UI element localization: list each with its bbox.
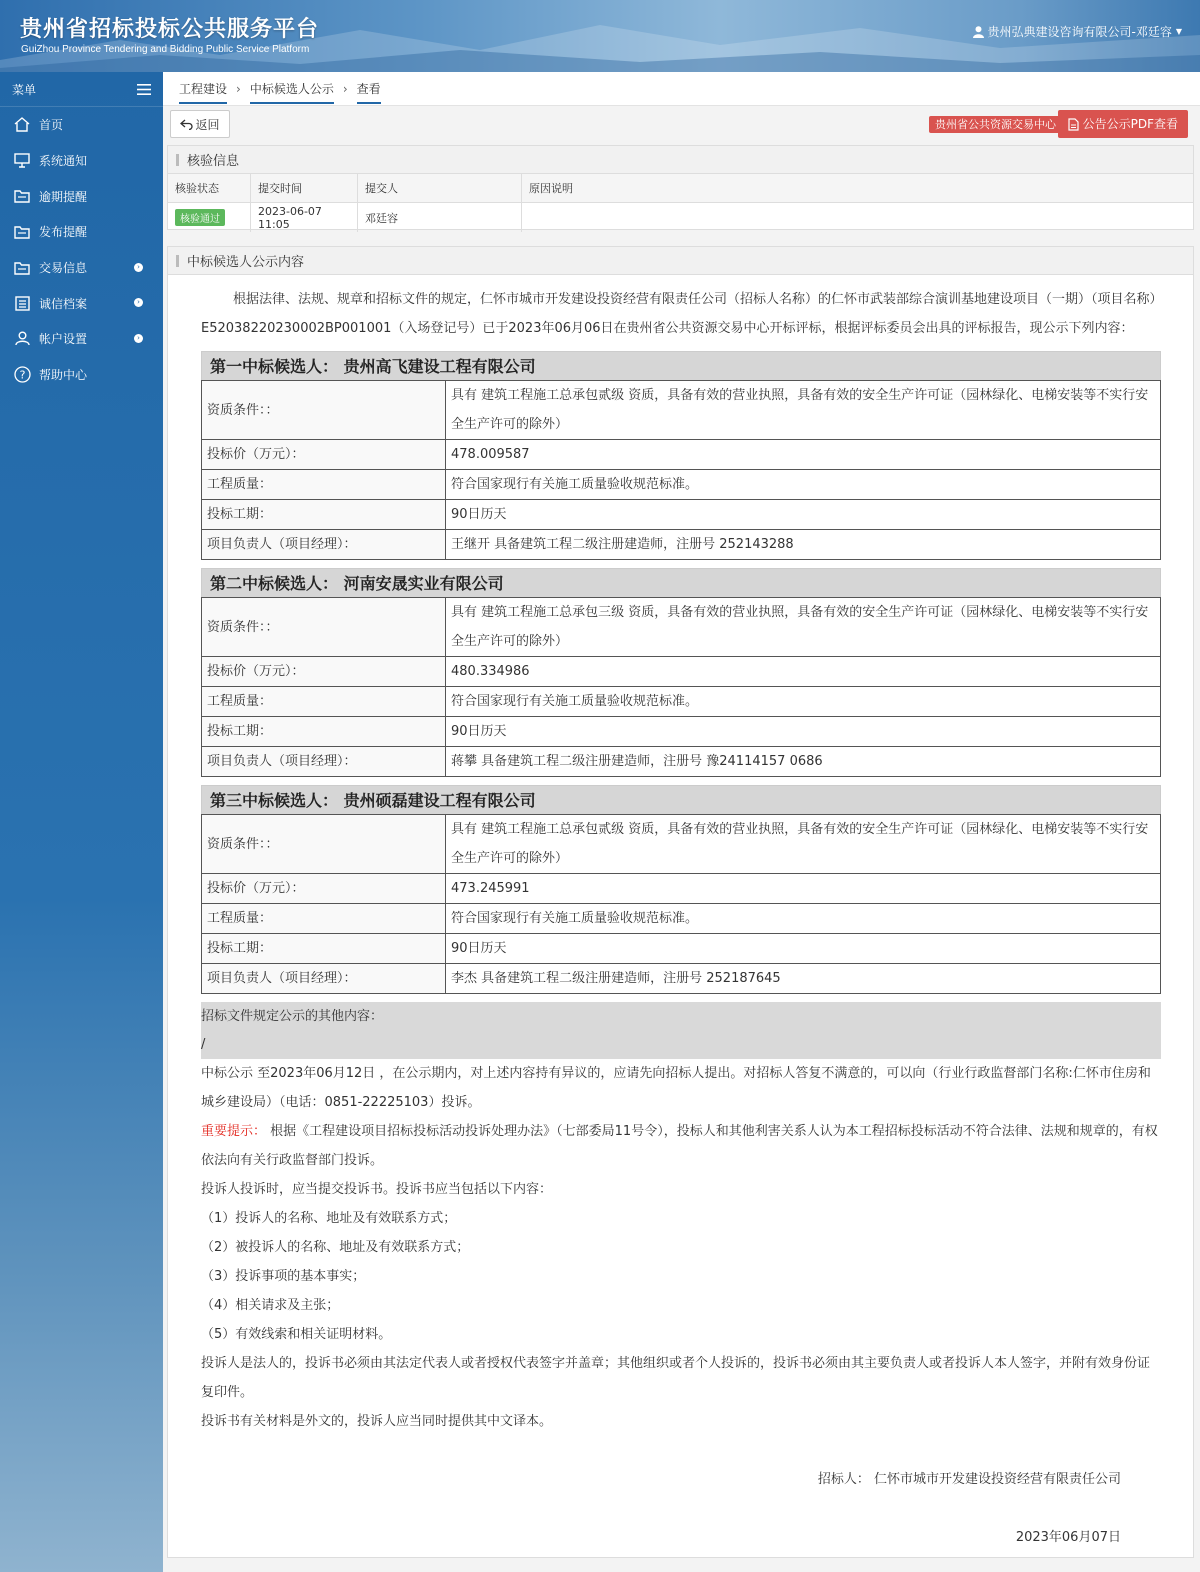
row-value: 90日历天 (446, 500, 1161, 530)
table-row (202, 440, 1161, 470)
table-row (202, 470, 1161, 500)
table-row (202, 657, 1161, 687)
notice-content (168, 275, 1193, 1552)
candidate-3 (201, 785, 1161, 994)
sidebar-item-overdue[interactable] (0, 178, 163, 214)
list-item: （4）相关请求及主张； (201, 1298, 340, 1313)
folder-icon (14, 189, 30, 203)
row-value: 李杰 具备建筑工程二级注册建造师，注册号 252187645 (446, 964, 1161, 994)
monitor-icon (14, 153, 30, 168)
legal-person-paragraph: 投诉人是法人的，投诉书必须由其法定代表人或者授权代表签字并盖章；其他组织或者个人投诉的，投诉书必须由其主要负责人或者投诉人本人签字，并附有效身份证复印件。 (201, 1356, 1151, 1400)
platform-subtitle: GuiZhou Province Tendering and Bidding Public Service Platform (21, 44, 310, 55)
important-label: 重要提示： (201, 1124, 267, 1139)
row-value: 王继开 具备建筑工程二级注册建造师，注册号 252143288 (446, 530, 1161, 560)
sidebar-item-home[interactable] (0, 107, 163, 143)
reason (522, 203, 1194, 233)
back-label: 返回 (195, 117, 220, 132)
table-row (168, 203, 1193, 233)
verify-title-text: 核验信息 (187, 154, 240, 169)
list-item: （5）有效线索和相关证明材料。 (201, 1327, 392, 1342)
folder-icon (14, 225, 30, 239)
main-area (163, 72, 1200, 1572)
foreign-paragraph: 投诉书有关材料是外文的，投诉人应当同时提供其中文译本。 (201, 1414, 553, 1429)
candidate-1 (201, 351, 1161, 560)
col-status: 核验状态 (168, 174, 251, 203)
pdf-label: 公告公示PDF查看 (1082, 117, 1178, 131)
pdf-view-button[interactable] (1058, 110, 1188, 138)
submitter: 邓廷容 (358, 203, 522, 233)
row-key: 工程质量： (202, 904, 446, 934)
important-paragraph (201, 1117, 1161, 1175)
table-row (202, 964, 1161, 994)
row-value: 具有 建筑工程施工总承包三级 资质，具备有效的营业执照，具备有效的安全生产许可证（园林绿化、电梯安装等不实行安全生产许可的除外） (446, 598, 1161, 657)
row-value: 90日历天 (446, 934, 1161, 964)
sidebar-item-label: 交易信息 (39, 261, 88, 276)
table-row (202, 530, 1161, 560)
table-row (202, 717, 1161, 747)
other-content-label: 招标文件规定公示的其他内容： (201, 1009, 384, 1024)
row-key: 工程质量： (202, 470, 446, 500)
intro-paragraph: 根据法律、法规、规章和招标文件的规定，仁怀市城市开发建设投资经营有限责任公司（招标人名称）的仁怀市武装部综合演训基地建设项目（一期）（项目名称）E52038220230002BP001001（入场登记号）已于2023年06月06日在贵州省公共资源交易中心开标评标，根据评标委员会出具的评标报告，现公示下列内容： (201, 292, 1157, 336)
row-value: 蒋攀 具备建筑工程二级注册建造师，注册号 豫24114157 0686 (446, 747, 1161, 777)
row-key: 项目负责人（项目经理）： (202, 747, 446, 777)
sign-date: 2023年06月07日 (1015, 1530, 1121, 1545)
row-value: 473.245991 (446, 874, 1161, 904)
other-content-value: / (201, 1037, 206, 1052)
table-row (202, 904, 1161, 934)
notice-panel (167, 246, 1194, 1558)
candidate-table (201, 814, 1161, 994)
table-row (202, 381, 1161, 440)
candidate-table (201, 380, 1161, 560)
breadcrumb-item-current: 查看 (357, 80, 381, 104)
important-text: 根据《工程建设项目招标投标活动投诉处理办法》（七部委局11号令），投标人和其他利害关系人认为本工程招标投标活动不符合法律、法规和规章的，有权依法向有关行政监督部门投诉。 (201, 1124, 1158, 1168)
sidebar-item-notice[interactable] (0, 143, 163, 179)
breadcrumb-item[interactable]: 工程建设 (179, 80, 227, 104)
breadcrumb (163, 72, 1200, 106)
candidate-table (201, 597, 1161, 777)
row-value: 具有 建筑工程施工总承包贰级 资质，具备有效的营业执照，具备有效的安全生产许可证（园林绿化、电梯安装等不实行安全生产许可的除外） (446, 381, 1161, 440)
sidebar-item-label: 帮助中心 (39, 368, 88, 383)
list-item: （3）投诉事项的基本事实； (201, 1269, 366, 1284)
table-row (202, 598, 1161, 657)
sidebar-item-account[interactable] (0, 321, 163, 357)
sidebar-item-label: 发布提醒 (39, 225, 88, 240)
svg-text:?: ? (19, 368, 25, 382)
row-key: 投标价（万元）： (202, 440, 446, 470)
back-button[interactable] (170, 110, 230, 138)
candidate-title: 第三中标候选人： 贵州硕磊建设工程有限公司 (201, 785, 1161, 814)
pdf-icon (1068, 118, 1079, 131)
candidate-2 (201, 568, 1161, 777)
row-value: 478.009587 (446, 440, 1161, 470)
verify-panel (167, 145, 1194, 230)
sidebar-item-credit[interactable] (0, 285, 163, 321)
period-paragraph: 中标公示 至2023年06月12日 ，在公示期内，对上述内容持有异议的，应请先向招标人提出。对招标人答复不满意的，可以向（行业行政监督部门名称:仁怀市住房和城乡建设局）（电话：0851-22225103）投诉。 (201, 1066, 1151, 1110)
chevron-right-icon: › (134, 334, 143, 343)
chevron-right-icon: › (342, 81, 348, 96)
signer: 招标人： 仁怀市城市开发建设投资经营有限责任公司 (817, 1472, 1121, 1487)
row-value: 具有 建筑工程施工总承包贰级 资质，具备有效的营业执照，具备有效的安全生产许可证（园林绿化、电梯安装等不实行安全生产许可的除外） (446, 815, 1161, 874)
table-row (202, 687, 1161, 717)
breadcrumb-item[interactable]: 中标候选人公示 (250, 80, 334, 104)
menu-label: 菜单 (12, 82, 37, 97)
back-arrow-icon (180, 119, 193, 130)
list-icon (15, 296, 30, 311)
row-value: 90日历天 (446, 717, 1161, 747)
row-value: 符合国家现行有关施工质量验收规范标准。 (446, 904, 1161, 934)
sidebar-item-label: 帐户设置 (39, 332, 88, 347)
sidebar-header (0, 72, 163, 107)
row-key: 资质条件：： (202, 381, 446, 440)
row-key: 投标价（万元）： (202, 657, 446, 687)
other-content-block (201, 1002, 1161, 1059)
row-key: 投标工期： (202, 500, 446, 530)
user-name: 贵州弘典建设咨询有限公司-邓廷容 (987, 25, 1172, 39)
sidebar (0, 72, 163, 1572)
platform-title: 贵州省招标投标公共服务平台 (20, 17, 320, 42)
submit-time: 2023-06-07 11:05 (251, 203, 358, 233)
sidebar-item-label: 系统通知 (39, 154, 88, 169)
table-row (202, 500, 1161, 530)
sidebar-item-trade[interactable] (0, 250, 163, 286)
row-key: 投标工期： (202, 934, 446, 964)
chevron-right-icon: › (236, 81, 241, 96)
sidebar-item-label: 诚信档案 (39, 296, 88, 311)
row-value: 480.334986 (446, 657, 1161, 687)
notice-title-text: 中标候选人公示内容 (187, 255, 305, 270)
user-icon (15, 331, 30, 346)
candidate-title: 第二中标候选人： 河南安晟实业有限公司 (201, 568, 1161, 597)
help-icon (14, 366, 31, 383)
sidebar-item-label: 首页 (39, 118, 64, 133)
sidebar-item-publish[interactable] (0, 214, 163, 250)
verify-table (168, 174, 1193, 232)
toolbar (163, 106, 1200, 144)
user-icon (973, 26, 984, 38)
folder-icon (14, 261, 30, 275)
top-header (0, 0, 1200, 72)
col-time: 提交时间 (251, 174, 358, 203)
user-menu[interactable] (973, 23, 1183, 40)
row-key: 资质条件：： (202, 598, 446, 657)
list-item: （1）投诉人的名称、地址及有效联系方式； (201, 1211, 457, 1226)
hamburger-icon[interactable] (137, 84, 151, 95)
col-reason: 原因说明 (522, 174, 1194, 203)
row-value: 符合国家现行有关施工质量验收规范标准。 (446, 687, 1161, 717)
caret-down-icon: ▼ (1175, 27, 1182, 36)
sidebar-item-label: 逾期提醒 (39, 189, 88, 204)
trade-center-button[interactable]: 贵州省公共资源交易中心 (929, 116, 1062, 133)
chevron-right-icon: › (134, 263, 143, 272)
row-key: 项目负责人（项目经理）： (202, 530, 446, 560)
status-badge: 核验通过 (175, 209, 225, 226)
list-item: （2）被投诉人的名称、地址及有效联系方式； (201, 1240, 470, 1255)
col-submitter: 提交人 (358, 174, 522, 203)
row-key: 投标工期： (202, 717, 446, 747)
table-row (202, 815, 1161, 874)
row-value: 符合国家现行有关施工质量验收规范标准。 (446, 470, 1161, 500)
sidebar-item-help[interactable] (0, 357, 163, 393)
verify-title (168, 146, 1193, 174)
row-key: 投标价（万元）： (202, 874, 446, 904)
complaint-intro: 投诉人投诉时，应当提交投诉书。投诉书应当包括以下内容： (201, 1182, 553, 1197)
table-row (202, 874, 1161, 904)
row-key: 项目负责人（项目经理）： (202, 964, 446, 994)
home-icon (14, 117, 30, 132)
candidate-title: 第一中标候选人： 贵州高飞建设工程有限公司 (201, 351, 1161, 380)
row-key: 资质条件：： (202, 815, 446, 874)
notice-title (168, 247, 1193, 275)
table-row (202, 747, 1161, 777)
row-key: 工程质量： (202, 687, 446, 717)
chevron-right-icon: › (134, 298, 143, 307)
table-row (202, 934, 1161, 964)
